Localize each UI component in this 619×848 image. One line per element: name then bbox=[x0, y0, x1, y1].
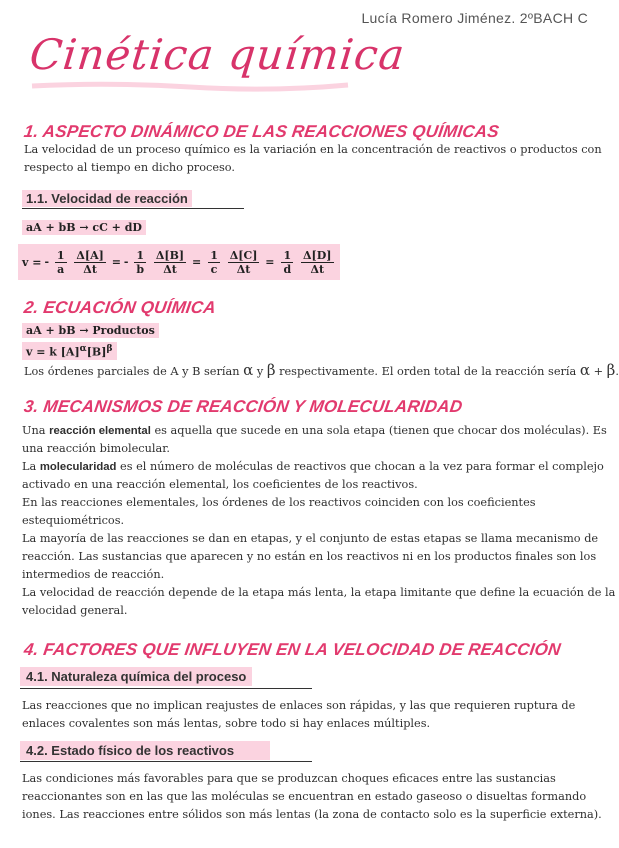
section-3-line: velocidad general. bbox=[22, 604, 128, 617]
term-d-delta: $\frac{\Delta[D]}{\Delta t}$ bbox=[303, 248, 332, 276]
orders-plus: + bbox=[590, 365, 607, 378]
rate-formula bbox=[18, 244, 340, 280]
section-2-rate-law bbox=[22, 342, 117, 360]
subsection-4-2-line: iones. Las reacciones entre sólidos son más lentas (la zona de contacto solo es la superficie externa). bbox=[22, 808, 602, 821]
reaction-equation: aA + bB → cC + dD bbox=[22, 220, 146, 235]
para-2-pre: La bbox=[22, 460, 40, 473]
rate-term-a bbox=[44, 249, 120, 276]
orders-y: y bbox=[253, 365, 267, 378]
section-3-line: En las reacciones elementales, los órdenes de los reactivos coinciden con los coeficientes bbox=[22, 496, 536, 509]
para-2-post: es el número de moléculas de reactivos que chocan a la vez para formar el complejo bbox=[116, 460, 604, 473]
section-3-heading: 3. MECANISMOS DE REACCIÓN Y MOLECULARIDAD bbox=[22, 397, 464, 416]
section-3-para-1 bbox=[22, 422, 607, 440]
term-a-delta: $\frac{\Delta[A]}{\Delta t}$ bbox=[76, 248, 104, 276]
subsection-1-1-heading: 1.1. Velocidad de reacción bbox=[22, 190, 192, 207]
subsection-4-2-line: reaccionantes son en las que las moléculas se encuentran en estado gaseoso o disueltas formando bbox=[22, 790, 587, 803]
section-3-line: intermedios de reacción. bbox=[22, 568, 165, 581]
term-elemental-reaction: reacción elemental bbox=[49, 425, 151, 437]
rate-term-b bbox=[124, 249, 201, 276]
section-3-line: La mayoría de las reacciones se dan en etapas, y el conjunto de estas etapas se llama mecanismo de bbox=[22, 532, 599, 545]
term-c-coef: $\frac{1}{c}$ bbox=[210, 248, 218, 276]
page-title: Cinética química bbox=[27, 30, 408, 79]
rate-law-beta: β bbox=[106, 343, 113, 354]
orders-mid: respectivamente. El orden total de la reacción sería bbox=[275, 365, 580, 378]
term-b-op: = bbox=[191, 255, 202, 268]
section-1-line-1: La velocidad de un proceso químico es la variación en la concentración de reactivos o productos con bbox=[24, 143, 602, 156]
rate-term-c bbox=[206, 249, 274, 276]
orders-alpha-2: α bbox=[579, 361, 590, 379]
orders-pre: Los órdenes parciales de A y B serían bbox=[24, 365, 244, 378]
section-3-para-1-line-2: una reacción bimolecular. bbox=[22, 442, 170, 455]
term-c-op: = bbox=[265, 255, 275, 268]
orders-dot: . bbox=[615, 365, 619, 378]
term-a-sign: - bbox=[44, 255, 50, 268]
orders-beta-2: β bbox=[606, 361, 616, 379]
orders-beta: β bbox=[266, 361, 276, 379]
term-d-coef: $\frac{1}{d}$ bbox=[283, 248, 292, 276]
para-1-pre: Una bbox=[22, 424, 50, 437]
rate-law-pre: v = k [A] bbox=[26, 345, 80, 359]
section-2-orders-text bbox=[24, 361, 619, 381]
section-3-line: La velocidad de reacción depende de la etapa más lenta, la etapa limitante que define la ecuación de la bbox=[22, 586, 616, 599]
section-1-heading: 1. ASPECTO DINÁMICO DE LAS REACCIONES QUÍMICAS bbox=[22, 122, 501, 141]
subsection-4-2-line: Las condiciones más favorables para que se produzcan choques eficaces entre las sustancias bbox=[22, 772, 556, 785]
subsection-1-1-rule bbox=[22, 208, 244, 209]
rate-law-alpha: α bbox=[79, 343, 87, 354]
term-b-sign: - bbox=[123, 255, 129, 268]
para-1-post: es aquella que sucede en una sola etapa (tienen que chocar dos moléculas). Es bbox=[150, 424, 607, 437]
term-c-delta: $\frac{\Delta[C]}{\Delta t}$ bbox=[229, 248, 258, 276]
subsection-4-1-heading: 4.1. Naturaleza química del proceso bbox=[20, 667, 252, 686]
term-b-delta: $\frac{\Delta[B]}{\Delta t}$ bbox=[155, 248, 185, 276]
term-a-coef: $\frac{1}{a}$ bbox=[56, 248, 65, 276]
section-1-line-2: respecto al tiempo en dicho proceso. bbox=[24, 161, 236, 174]
subsection-4-1-rule bbox=[20, 688, 312, 689]
section-3-para-2-line-2: activado en una reacción elemental, los coeficientes de los reactivos. bbox=[22, 478, 418, 491]
title-underline bbox=[30, 80, 350, 92]
section-3-line: reacción. Las sustancias que aparecen y no están en los reactivos ni en los productos finales son los bbox=[22, 550, 597, 563]
orders-alpha: α bbox=[243, 361, 254, 379]
rate-v: v = bbox=[22, 255, 42, 269]
subsection-4-1-line: Las reacciones que no implican reajustes de enlaces son rápidas, y las que requieren ruptura de bbox=[22, 699, 576, 712]
subsection-4-2-heading: 4.2. Estado físico de los reactivos bbox=[20, 741, 270, 760]
section-3-line: estequiométricos. bbox=[22, 514, 125, 527]
subsection-4-1-line: enlaces covalentes son más lentas, sobre todo si hay enlaces múltiples. bbox=[22, 717, 431, 730]
term-molecularity: molecularidad bbox=[39, 461, 117, 473]
subsection-4-2-rule bbox=[20, 761, 312, 762]
section-2-equation-1: aA + bB → Productos bbox=[22, 323, 159, 338]
author-label: Lucía Romero Jiménez. 2ºBACH C bbox=[361, 10, 588, 26]
term-a-op: = bbox=[111, 255, 121, 268]
rate-law-b: [B] bbox=[86, 345, 107, 359]
section-3-para-2 bbox=[22, 458, 604, 476]
section-4-heading: 4. FACTORES QUE INFLUYEN EN LA VELOCIDAD DE REACCIÓN bbox=[22, 640, 562, 659]
term-b-coef: $\frac{1}{b}$ bbox=[136, 248, 145, 276]
rate-term-d bbox=[279, 249, 335, 276]
section-2-heading: 2. ECUACIÓN QUÍMICA bbox=[22, 298, 218, 317]
